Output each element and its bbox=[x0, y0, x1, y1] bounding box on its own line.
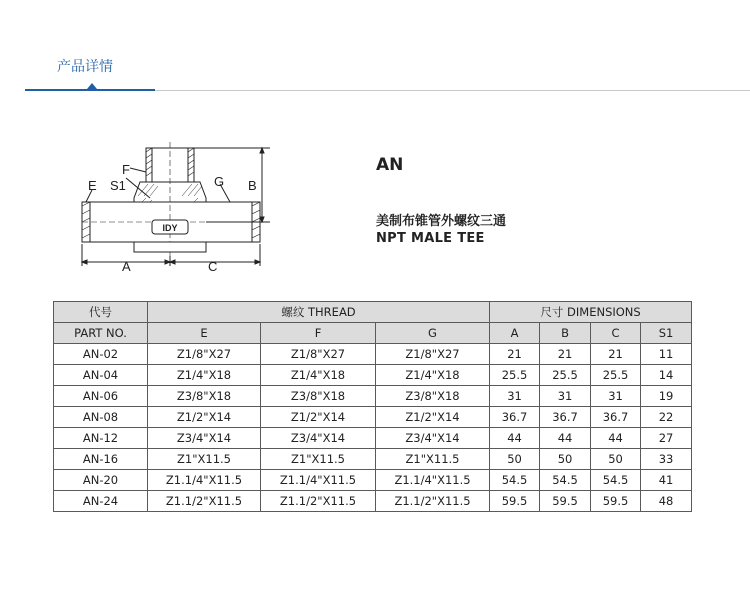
header-col-C: C bbox=[591, 323, 641, 344]
header-col-F: F bbox=[261, 323, 376, 344]
table-cell: Z1"X11.5 bbox=[376, 449, 490, 470]
label-F: F bbox=[122, 162, 130, 177]
table-cell: 50 bbox=[540, 449, 591, 470]
part-number-cell: AN-12 bbox=[54, 428, 148, 449]
table-cell: Z1/8"X27 bbox=[376, 344, 490, 365]
table-cell: Z1.1/4"X11.5 bbox=[148, 470, 261, 491]
header-code: 代号 bbox=[54, 302, 148, 323]
table-body bbox=[54, 344, 692, 512]
table-cell: 21 bbox=[591, 344, 641, 365]
product-name-cn: 美制布锥管外螺纹三通 bbox=[376, 214, 507, 229]
part-number-cell: AN-06 bbox=[54, 386, 148, 407]
header-dimensions: 尺寸 DIMENSIONS bbox=[490, 302, 692, 323]
table-header-row bbox=[54, 302, 692, 323]
label-B: B bbox=[248, 178, 257, 193]
header-col-S1: S1 bbox=[641, 323, 692, 344]
table-cell: Z1/8"X27 bbox=[148, 344, 261, 365]
table-row bbox=[54, 365, 692, 386]
table-cell: 21 bbox=[490, 344, 540, 365]
table-cell: Z1.1/2"X11.5 bbox=[261, 491, 376, 512]
table-cell: Z1"X11.5 bbox=[148, 449, 261, 470]
table-row bbox=[54, 344, 692, 365]
part-number-cell: AN-02 bbox=[54, 344, 148, 365]
label-E: E bbox=[88, 178, 97, 193]
table-cell: Z1/4"X18 bbox=[376, 365, 490, 386]
technical-drawing bbox=[70, 138, 280, 278]
part-number-cell: AN-04 bbox=[54, 365, 148, 386]
table-cell: Z3/4"X14 bbox=[376, 428, 490, 449]
table-cell: 54.5 bbox=[490, 470, 540, 491]
table-cell: Z3/4"X14 bbox=[148, 428, 261, 449]
table-cell: 54.5 bbox=[591, 470, 641, 491]
table-cell: 33 bbox=[641, 449, 692, 470]
table-cell: 21 bbox=[540, 344, 591, 365]
table-cell: 31 bbox=[591, 386, 641, 407]
table-cell: 22 bbox=[641, 407, 692, 428]
label-C: C bbox=[208, 259, 218, 274]
table-cell: 25.5 bbox=[540, 365, 591, 386]
table-cell: Z1/2"X14 bbox=[261, 407, 376, 428]
table-row bbox=[54, 407, 692, 428]
table-cell: Z1"X11.5 bbox=[261, 449, 376, 470]
table-cell: 44 bbox=[490, 428, 540, 449]
table-cell: 31 bbox=[540, 386, 591, 407]
table-row bbox=[54, 449, 692, 470]
part-number-cell: AN-08 bbox=[54, 407, 148, 428]
table-cell: Z1/8"X27 bbox=[261, 344, 376, 365]
table-cell: 11 bbox=[641, 344, 692, 365]
section-title: 产品详情 bbox=[57, 59, 113, 75]
table-cell: 25.5 bbox=[591, 365, 641, 386]
table-cell: 50 bbox=[591, 449, 641, 470]
table-cell: Z3/4"X14 bbox=[261, 428, 376, 449]
logo-mark: IDY bbox=[162, 223, 178, 233]
section-divider-accent bbox=[25, 89, 155, 91]
table-cell: 44 bbox=[591, 428, 641, 449]
part-number-cell: AN-24 bbox=[54, 491, 148, 512]
table-cell: 44 bbox=[540, 428, 591, 449]
table-cell: Z3/8"X18 bbox=[376, 386, 490, 407]
table-cell: 59.5 bbox=[490, 491, 540, 512]
part-number-cell: AN-20 bbox=[54, 470, 148, 491]
table-cell: Z1.1/2"X11.5 bbox=[376, 491, 490, 512]
header-col-B: B bbox=[540, 323, 591, 344]
table-cell: 31 bbox=[490, 386, 540, 407]
header-col-G: G bbox=[376, 323, 490, 344]
table-cell: Z1.1/4"X11.5 bbox=[376, 470, 490, 491]
table-cell: 48 bbox=[641, 491, 692, 512]
product-name-en: NPT MALE TEE bbox=[376, 231, 485, 246]
table-cell: 19 bbox=[641, 386, 692, 407]
table-cell: Z1/4"X18 bbox=[261, 365, 376, 386]
table-cell: 27 bbox=[641, 428, 692, 449]
table-cell: 59.5 bbox=[540, 491, 591, 512]
section-caret-icon bbox=[87, 83, 97, 89]
table-cell: 50 bbox=[490, 449, 540, 470]
header-part-no: PART NO. bbox=[54, 323, 148, 344]
table-cell: 36.7 bbox=[591, 407, 641, 428]
label-G: G bbox=[214, 174, 225, 189]
part-number-cell: AN-16 bbox=[54, 449, 148, 470]
table-row bbox=[54, 491, 692, 512]
label-S1: S1 bbox=[110, 178, 126, 193]
table-row bbox=[54, 386, 692, 407]
table-cell: Z3/8"X18 bbox=[261, 386, 376, 407]
label-A: A bbox=[122, 259, 131, 274]
spec-table bbox=[53, 301, 692, 512]
table-cell: Z1.1/4"X11.5 bbox=[261, 470, 376, 491]
header-thread: 螺纹 THREAD bbox=[148, 302, 490, 323]
table-cell: Z1.1/2"X11.5 bbox=[148, 491, 261, 512]
table-cell: 14 bbox=[641, 365, 692, 386]
header-col-E: E bbox=[148, 323, 261, 344]
table-row bbox=[54, 470, 692, 491]
table-subheader-row bbox=[54, 323, 692, 344]
table-cell: 41 bbox=[641, 470, 692, 491]
table-cell: Z1/2"X14 bbox=[148, 407, 261, 428]
table-cell: 59.5 bbox=[591, 491, 641, 512]
table-cell: 36.7 bbox=[490, 407, 540, 428]
table-cell: 25.5 bbox=[490, 365, 540, 386]
table-row bbox=[54, 428, 692, 449]
product-code: AN bbox=[376, 155, 404, 175]
table-cell: Z1/2"X14 bbox=[376, 407, 490, 428]
table-cell: 36.7 bbox=[540, 407, 591, 428]
table-cell: 54.5 bbox=[540, 470, 591, 491]
table-cell: Z3/8"X18 bbox=[148, 386, 261, 407]
table-cell: Z1/4"X18 bbox=[148, 365, 261, 386]
header-col-A: A bbox=[490, 323, 540, 344]
